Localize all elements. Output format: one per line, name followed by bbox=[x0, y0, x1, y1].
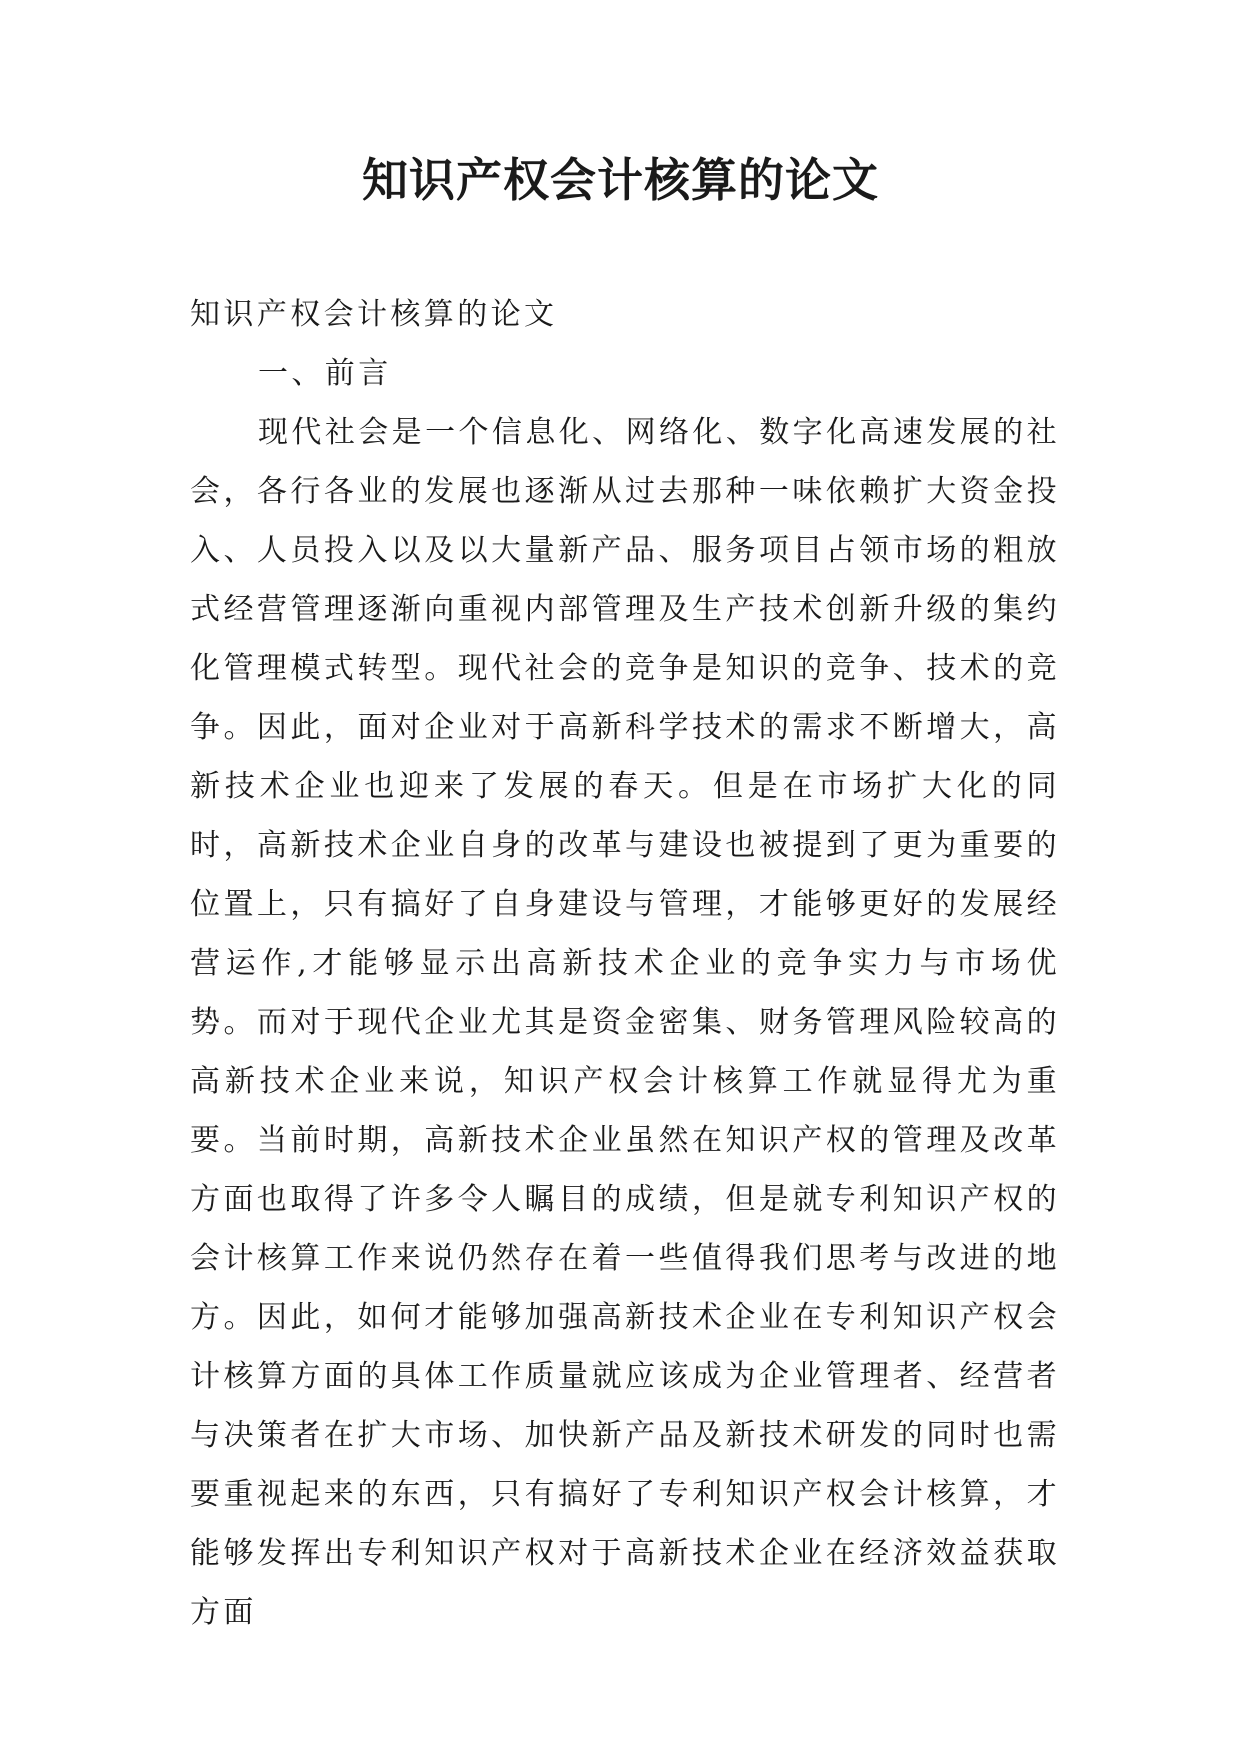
document-body bbox=[190, 285, 1060, 1642]
document-subtitle: 知识产权会计核算的论文 bbox=[190, 297, 558, 332]
section-heading-preface: 一、前言 bbox=[258, 356, 392, 391]
body-paragraph: 现代社会是一个信息化、网络化、数字化高速发展的社会，各行各业的发展也逐渐从过去那种一味依赖扩大资金投入、人员投入以及以大量新产品、服务项目占领市场的粗放式经营管理逐渐向重视内部管理及生产技术创新升级的集约化管理模式转型。现代社会的竞争是知识的竞争、技术的竞争。因此，面对企业对于高新科学技术的需求不断增大，高新技术企业也迎来了发展的春天。但是在市场扩大化的同时，高新技术企业自身的改革与建设也被提到了更为重要的位置上，只有搞好了自身建设与管理，才能够更好的发展经营运作,才能够显示出高新技术企业的竞争实力与市场优势。而对于现代企业尤其是资金密集、财务管理风险较高的高新技术企业来说，知识产权会计核算工作就显得尤为重要。当前时期，高新技术企业虽然在知识产权的管理及改革方面也取得了许多令人瞩目的成绩，但是就专利知识产权的会计核算工作来说仍然存在着一些值得我们思考与改进的地方。因此，如何才能够加强高新技术企业在专利知识产权会计核算方面的具体工作质量就应该成为企业管理者、经营者与决策者在扩大市场、加快新产品及新技术研发的同时也需要重视起来的东西，只有搞好了专利知识产权会计核算，才能够发挥出专利知识产权对于高新技术企业在经济效益获取方面 bbox=[190, 415, 1060, 1630]
document-title: 知识产权会计核算的论文 bbox=[362, 153, 879, 207]
